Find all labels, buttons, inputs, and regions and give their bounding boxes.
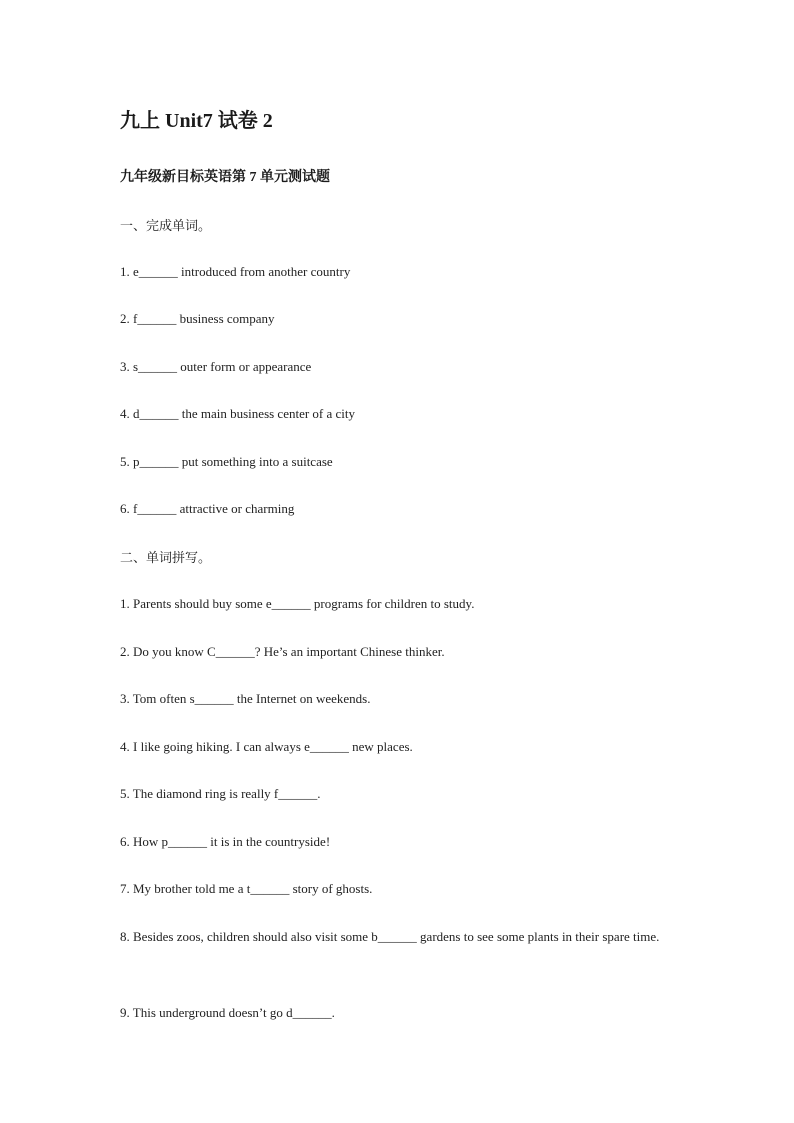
section-1-item: 2. f______ business company: [120, 311, 275, 326]
section-2-item: 3. Tom often s______ the Internet on weekends.: [120, 691, 371, 706]
section-1-heading: 一、完成单词。: [120, 218, 212, 233]
page-subtitle: 九年级新目标英语第 7 单元测试题: [120, 170, 330, 185]
section-2-item: 9. This underground doesn’t go d______.: [120, 1005, 335, 1020]
page-title: 九上 Unit7 试卷 2: [120, 110, 273, 132]
section-2-item: 4. I like going hiking. I can always e______ new places.: [120, 739, 413, 754]
section-2-item: 6. How p______ it is in the countryside!: [120, 834, 331, 849]
section-1-item: 4. d______ the main business center of a city: [120, 406, 356, 421]
section-2-item: 2. Do you know C______? He’s an important Chinese thinker.: [120, 644, 445, 659]
section-2-item: 8. Besides zoos, children should also visit some b______ gardens to see some plants in their spare time.: [120, 929, 660, 944]
section-1-item: 5. p______ put something into a suitcase: [120, 454, 333, 469]
section-1-item: 6. f______ attractive or charming: [120, 501, 295, 516]
section-2-item: 1. Parents should buy some e______ programs for children to study.: [120, 596, 475, 611]
section-2-heading: 二、单词拼写。: [120, 550, 212, 565]
section-1-item: 1. e______ introduced from another country: [120, 264, 351, 279]
section-2-item: 7. My brother told me a t______ story of ghosts.: [120, 881, 373, 896]
section-1-item: 3. s______ outer form or appearance: [120, 359, 312, 374]
section-2-item: 5. The diamond ring is really f______.: [120, 786, 321, 801]
